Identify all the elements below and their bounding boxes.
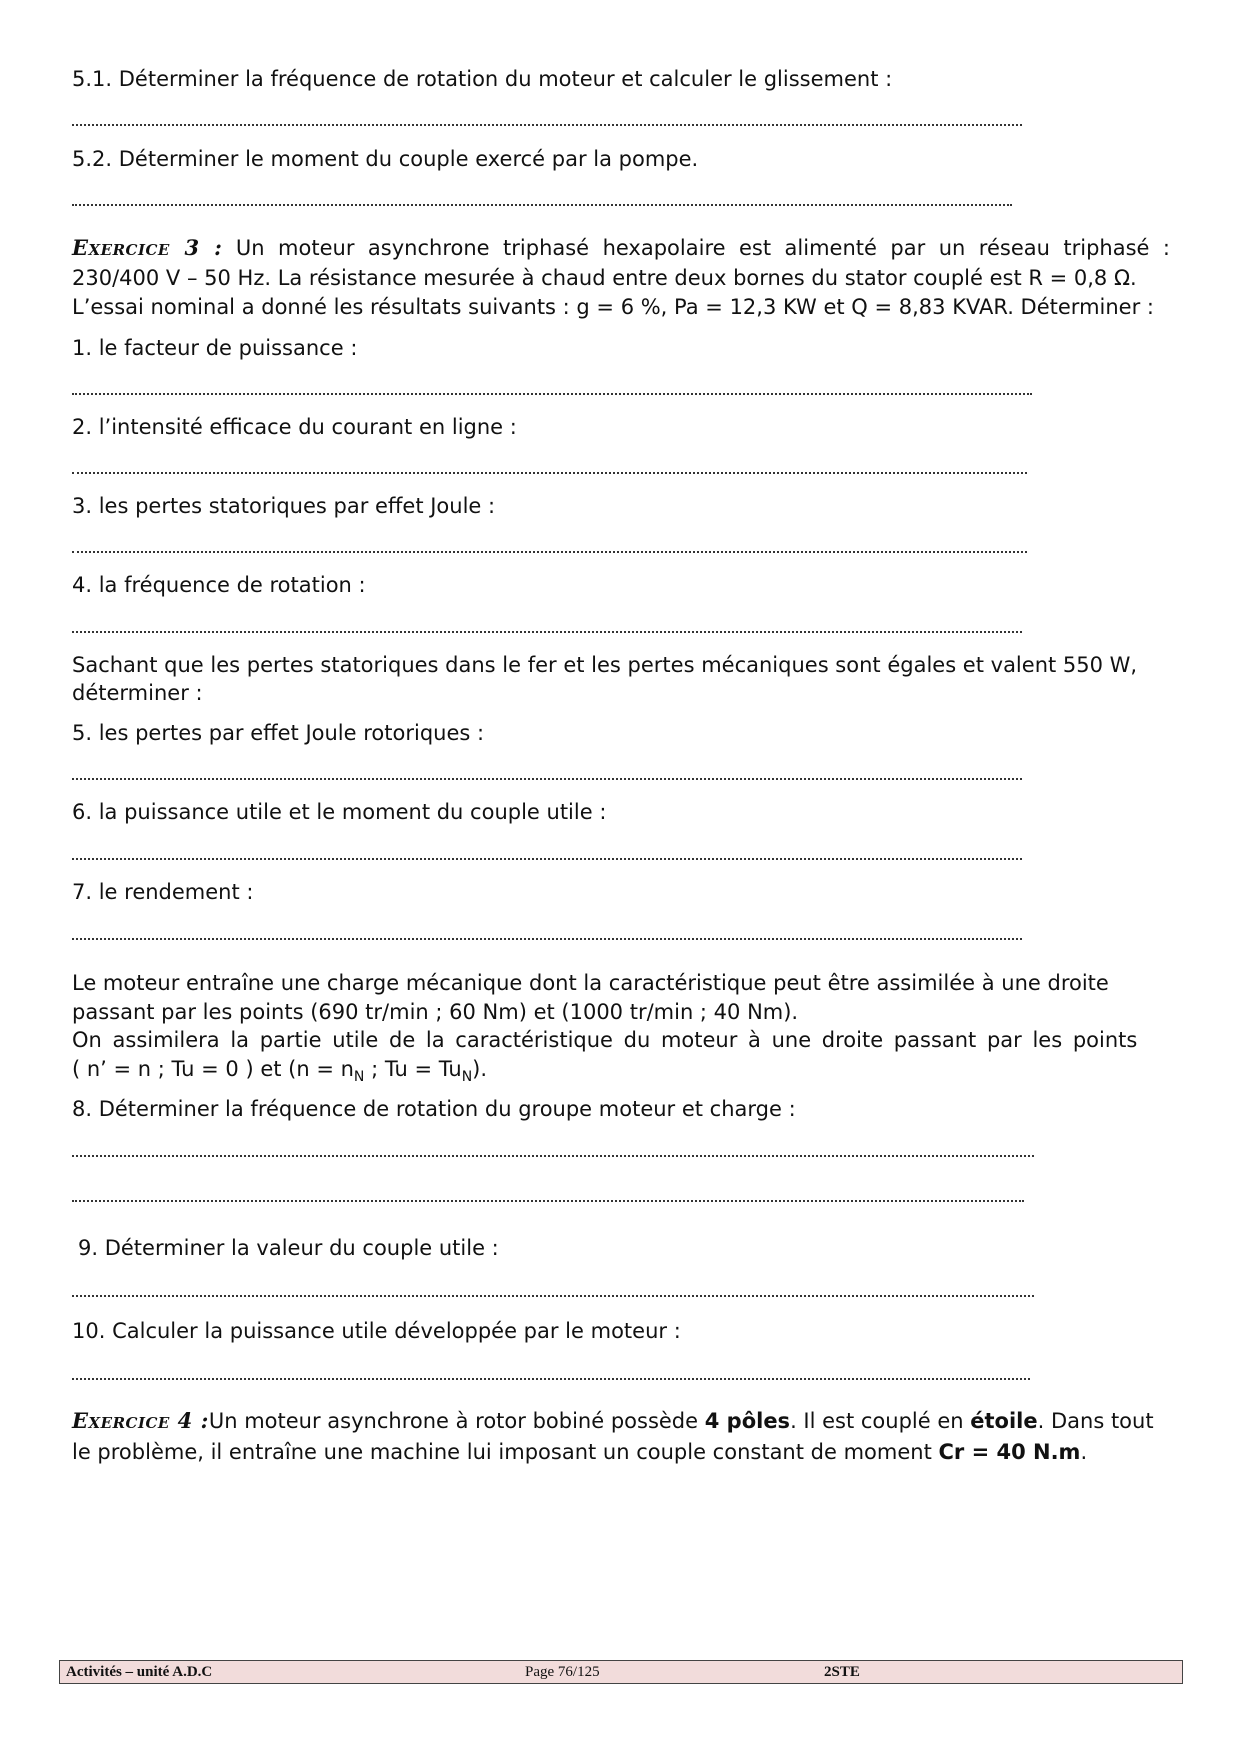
exercise-4-line-2 <box>72 1437 1172 1467</box>
charge-text: ( n’ = n ; Tu = 0 ) et (n = n <box>72 1057 354 1081</box>
charge-text: ; Tu = Tu <box>364 1057 462 1081</box>
charge-line-2: passant par les points (690 tr/min ; 60 Nm) et (1000 tr/min ; 40 Nm). <box>72 1000 799 1024</box>
question-10: 10. Calculer la puissance utile développée par le moteur : <box>72 1319 681 1343</box>
charge-line-4 <box>72 1054 1172 1092</box>
exercise-4-text: Un moteur asynchrone à rotor bobiné possède <box>208 1409 705 1433</box>
exercise-4-text: . Il est couplé en <box>790 1409 971 1433</box>
exercise-3-intro-line-2: 230/400 V – 50 Hz. La résistance mesurée à chaud entre deux bornes du stator couplé est R = 0,8 Ω. <box>72 266 1137 290</box>
question-4: 4. la fréquence de rotation : <box>72 573 366 597</box>
exercise-4-bold: Cr = 40 N.m <box>938 1440 1081 1464</box>
question-6: 6. la puissance utile et le moment du couple utile : <box>72 800 607 824</box>
question-2: 2. l’intensité efficace du courant en ligne : <box>72 415 517 439</box>
page-footer <box>59 1660 1183 1684</box>
question-5: 5. les pertes par effet Joule rotoriques : <box>72 721 485 745</box>
answer-line <box>72 936 1022 940</box>
answer-line <box>72 856 1022 860</box>
question-3: 3. les pertes statoriques par effet Joule : <box>72 494 496 518</box>
footer-right: 2STE <box>824 1664 860 1680</box>
question-5-1: 5.1. Déterminer la fréquence de rotation du moteur et calculer le glissement : <box>72 67 893 91</box>
exercise-4-text: le problème, il entraîne une machine lui imposant un couple constant de moment <box>72 1440 939 1464</box>
question-7: 7. le rendement : <box>72 880 254 904</box>
answer-line <box>72 202 1012 206</box>
footer-left: Activités – unité A.D.C <box>66 1664 213 1680</box>
answer-line <box>72 391 1032 395</box>
answer-line <box>72 776 1022 780</box>
answer-line <box>72 549 1027 553</box>
question-1: 1. le facteur de puissance : <box>72 336 358 360</box>
exercise-4-text: . Dans tout <box>1037 1409 1154 1433</box>
question-8: 8. Déterminer la fréquence de rotation du groupe moteur et charge : <box>72 1097 796 1121</box>
exercise-4-title: Exercice 4 : <box>72 1408 209 1433</box>
charge-line-3: On assimilera la partie utile de la caractéristique du moteur à une droite passant par les points <box>72 1028 1138 1052</box>
exercise-4-text: . <box>1080 1440 1088 1464</box>
answer-line <box>72 122 1022 126</box>
sachant-line-1: Sachant que les pertes statoriques dans le fer et les pertes mécaniques sont égales et valent 550 W, <box>72 653 1138 677</box>
subscript: N <box>353 1069 365 1086</box>
exercise-3-intro-line-1 <box>72 233 1170 263</box>
charge-text: ). <box>472 1057 488 1081</box>
exercise-3-intro-line-3: L’essai nominal a donné les résultats suivants : g = 6 %, Pa = 12,3 KW et Q = 8,83 KVAR. Déterminer : <box>72 295 1154 319</box>
exercise-4-bold: 4 pôles <box>704 1409 791 1433</box>
exercise-4-line-1 <box>72 1406 1172 1436</box>
answer-line <box>72 1198 1024 1202</box>
exercise-4-bold: étoile <box>970 1409 1038 1433</box>
exercise-3-title: Exercice 3 : <box>72 235 223 260</box>
footer-page-number: Page 76/125 <box>525 1664 600 1680</box>
answer-line <box>72 1376 1030 1380</box>
answer-line <box>72 629 1022 633</box>
exercise-3-text: Un moteur asynchrone triphasé hexapolaire est alimenté par un réseau triphasé : <box>235 236 1170 260</box>
subscript: N <box>461 1069 473 1086</box>
charge-line-1: Le moteur entraîne une charge mécanique dont la caractéristique peut être assimilée à une droite <box>72 971 1109 995</box>
answer-line <box>72 1153 1034 1157</box>
answer-line <box>72 470 1027 474</box>
question-5-2: 5.2. Déterminer le moment du couple exercé par la pompe. <box>72 147 699 171</box>
sachant-line-2: déterminer : <box>72 681 203 705</box>
answer-line <box>72 1293 1034 1297</box>
question-9: 9. Déterminer la valeur du couple utile : <box>78 1236 499 1260</box>
